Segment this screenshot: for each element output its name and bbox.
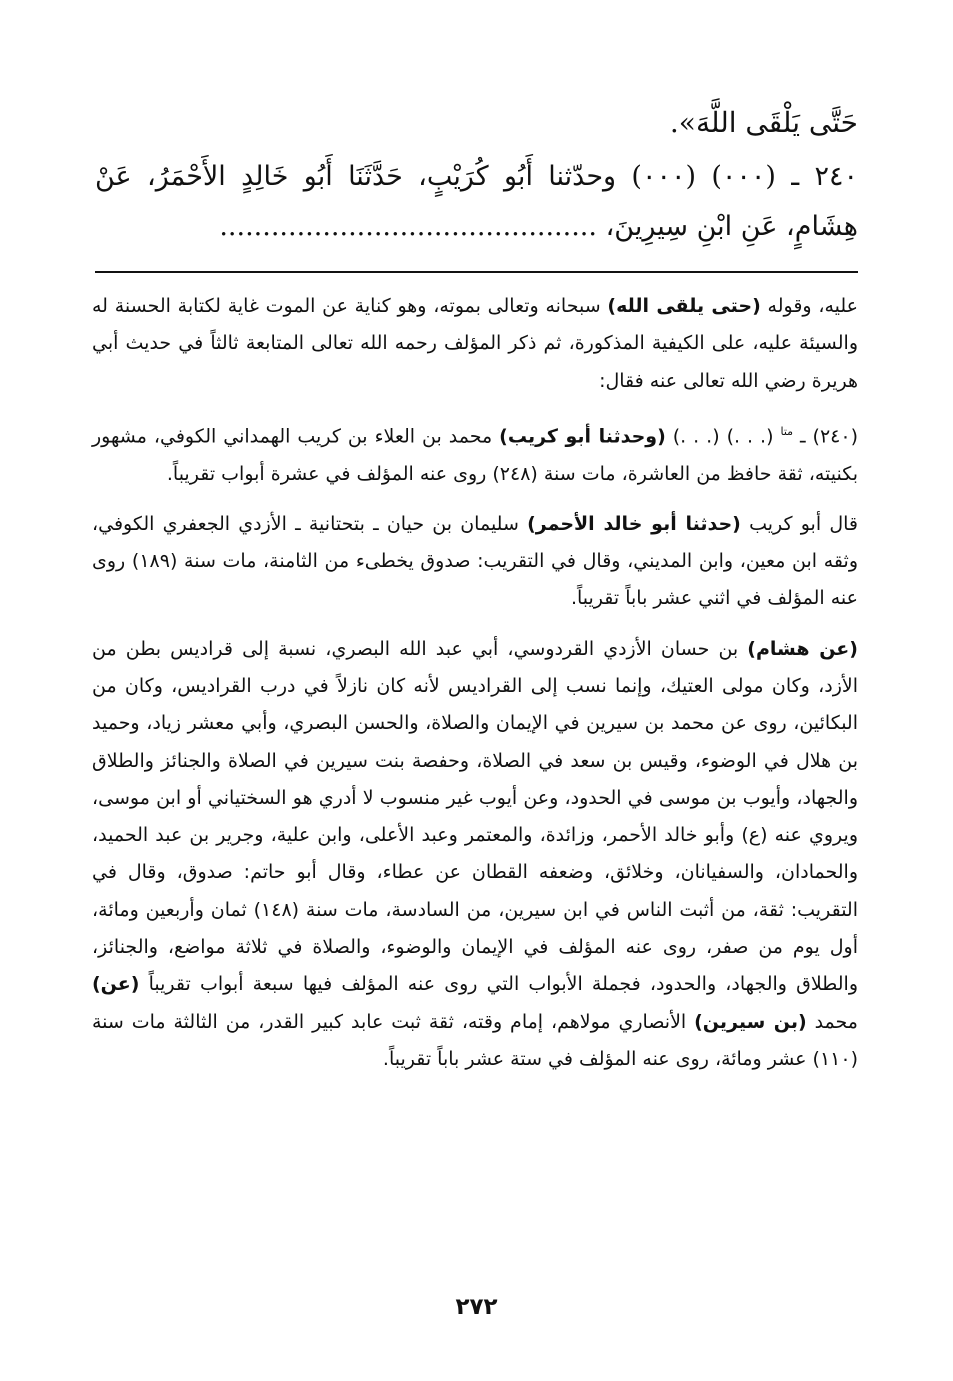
page-number: ٢٧٢ bbox=[455, 1294, 498, 1320]
hadith-text bbox=[95, 152, 858, 252]
commentary-text: (. . .) (. . .) bbox=[665, 425, 781, 448]
commentary-superscript: متا bbox=[780, 424, 794, 438]
commentary-text: محمد bbox=[806, 1010, 858, 1033]
hadith-main-text: ٢٤٠ ـ (٠٠٠) (٠٠٠) وحدّثنا أَبُو كُرَيْبٍ، حَدَّثَنَا أَبُو خَالِدٍ الأَحْمَرُ، عَنْ هِشَامٍ، عَنِ ابْنِ سِيرِينَ، bbox=[95, 161, 858, 242]
commentary-paragraph-4 bbox=[92, 631, 858, 1079]
commentary-text: قال أبو كريب bbox=[740, 512, 858, 535]
commentary-paragraph-3 bbox=[92, 506, 858, 618]
commentary-text: سليمان بن حيان ـ بتحتانية ـ الأزدي الجعفري الكوفي، وثقه ابن معين، وابن المديني، وقال في التقريب: صدوق يخطىء من الثامنة، مات سنة (١٨٩) روى عنه المؤلف في اثني عشر باباً تقريباً. bbox=[92, 512, 858, 610]
commentary-bold-quote: (بن سيرين) bbox=[694, 1010, 807, 1033]
commentary-paragraph-1 bbox=[92, 288, 858, 400]
commentary-text: بن حسان الأزدي القردوسي، أبي عبد الله البصري، نسبة إلى قراديس بطن من الأزد، وكان مولى العتيك، وإنما نسب إلى القراديس لأنه كان نازلاً في درب القراديس، وكان من البكائين، روى عن محمد بن سيرين في الإيمان والصلاة، والحسن البصري، وأبي معشر زياد، وحميد بن هلال في الوضوء، وقيس بن سعد في الصلاة، وحفصة بنت سيرين في الصلاة والجنائز والطلاق والجهاد، وأيوب بن موسى في الحدود، وعن أيوب غير منسوب لا أدري هو السختياني أو ابن موسى، ويروي عنه (ع) وأبو خالد الأحمر، وزائدة، والمعتمر وعبد الأعلى، وابن علية، وجرير بن عبد الحميد، والحمادان، والسفيانان، وخلائق، وضعفه القطان عن عطاء، وقال أبو حاتم: صدوق، وقال في التقريب: ثقة، من أثبت الناس في ابن سيرين، من السادسة، مات سنة (١٤٨) ثمان وأربعين ومائة، أول يوم من صفر، روى عنه المؤلف في الإيمان والوضوء، والصلاة في ثلاثة مواضع، والجنائز، والطلاق والجهاد، والحدود، فجملة الأبواب التي روى عنه المؤلف فيها سبعة أبواب تقريباً bbox=[92, 637, 858, 996]
section-divider bbox=[95, 271, 858, 273]
commentary-text: عليه، وقوله bbox=[760, 295, 859, 317]
commentary-bold-quote: (حدثنا أبو خالد الأحمر) bbox=[527, 512, 741, 535]
commentary-bold-quote: (وحدثنا أبو كريب) bbox=[499, 425, 666, 448]
hadith-ending-line bbox=[95, 98, 858, 148]
commentary-bold-quote: (عن هشام) bbox=[747, 637, 858, 660]
commentary bbox=[92, 288, 858, 1091]
commentary-text: محمد بن العلاء بن كريب الهمداني الكوفي، مشهور بكنيته، ثقة حافظ من العاشرة، مات سنة (٢٤٨) روى عنه المؤلف في عشرة أبواب تقريباً. bbox=[92, 425, 858, 485]
commentary-text: الأنصاري مولاهم، إمام وقته، ثقة ثبت عابد كبير القدر، من الثالثة مات سنة (١١٠) عشر ومائة، روى عنه المؤلف في ستة عشر باباً تقريباً. bbox=[92, 1010, 858, 1070]
commentary-text: (٢٤٠) ـ bbox=[793, 425, 859, 448]
commentary-bold-quote: (عن) bbox=[92, 973, 140, 996]
commentary-text: سبحانه وتعالى بموته، وهو كناية عن الموت غاية لكتابة الحسنة له والسيئة عليه، على الكيفية المذكورة، ثم ذكر المؤلف رحمه الله تعالى المتابعة ثالثاً في حديث أبي هريرة رضي الله تعالى عنه فقال: bbox=[92, 295, 858, 392]
commentary-paragraph-2 bbox=[92, 413, 858, 493]
hadith-dots: ............................................ bbox=[219, 211, 597, 242]
hadith-ending-text: حَتَّى يَلْقَى اللَّهَ». bbox=[669, 106, 858, 139]
commentary-bold-quote: (حتى يلقى الله) bbox=[607, 295, 761, 317]
